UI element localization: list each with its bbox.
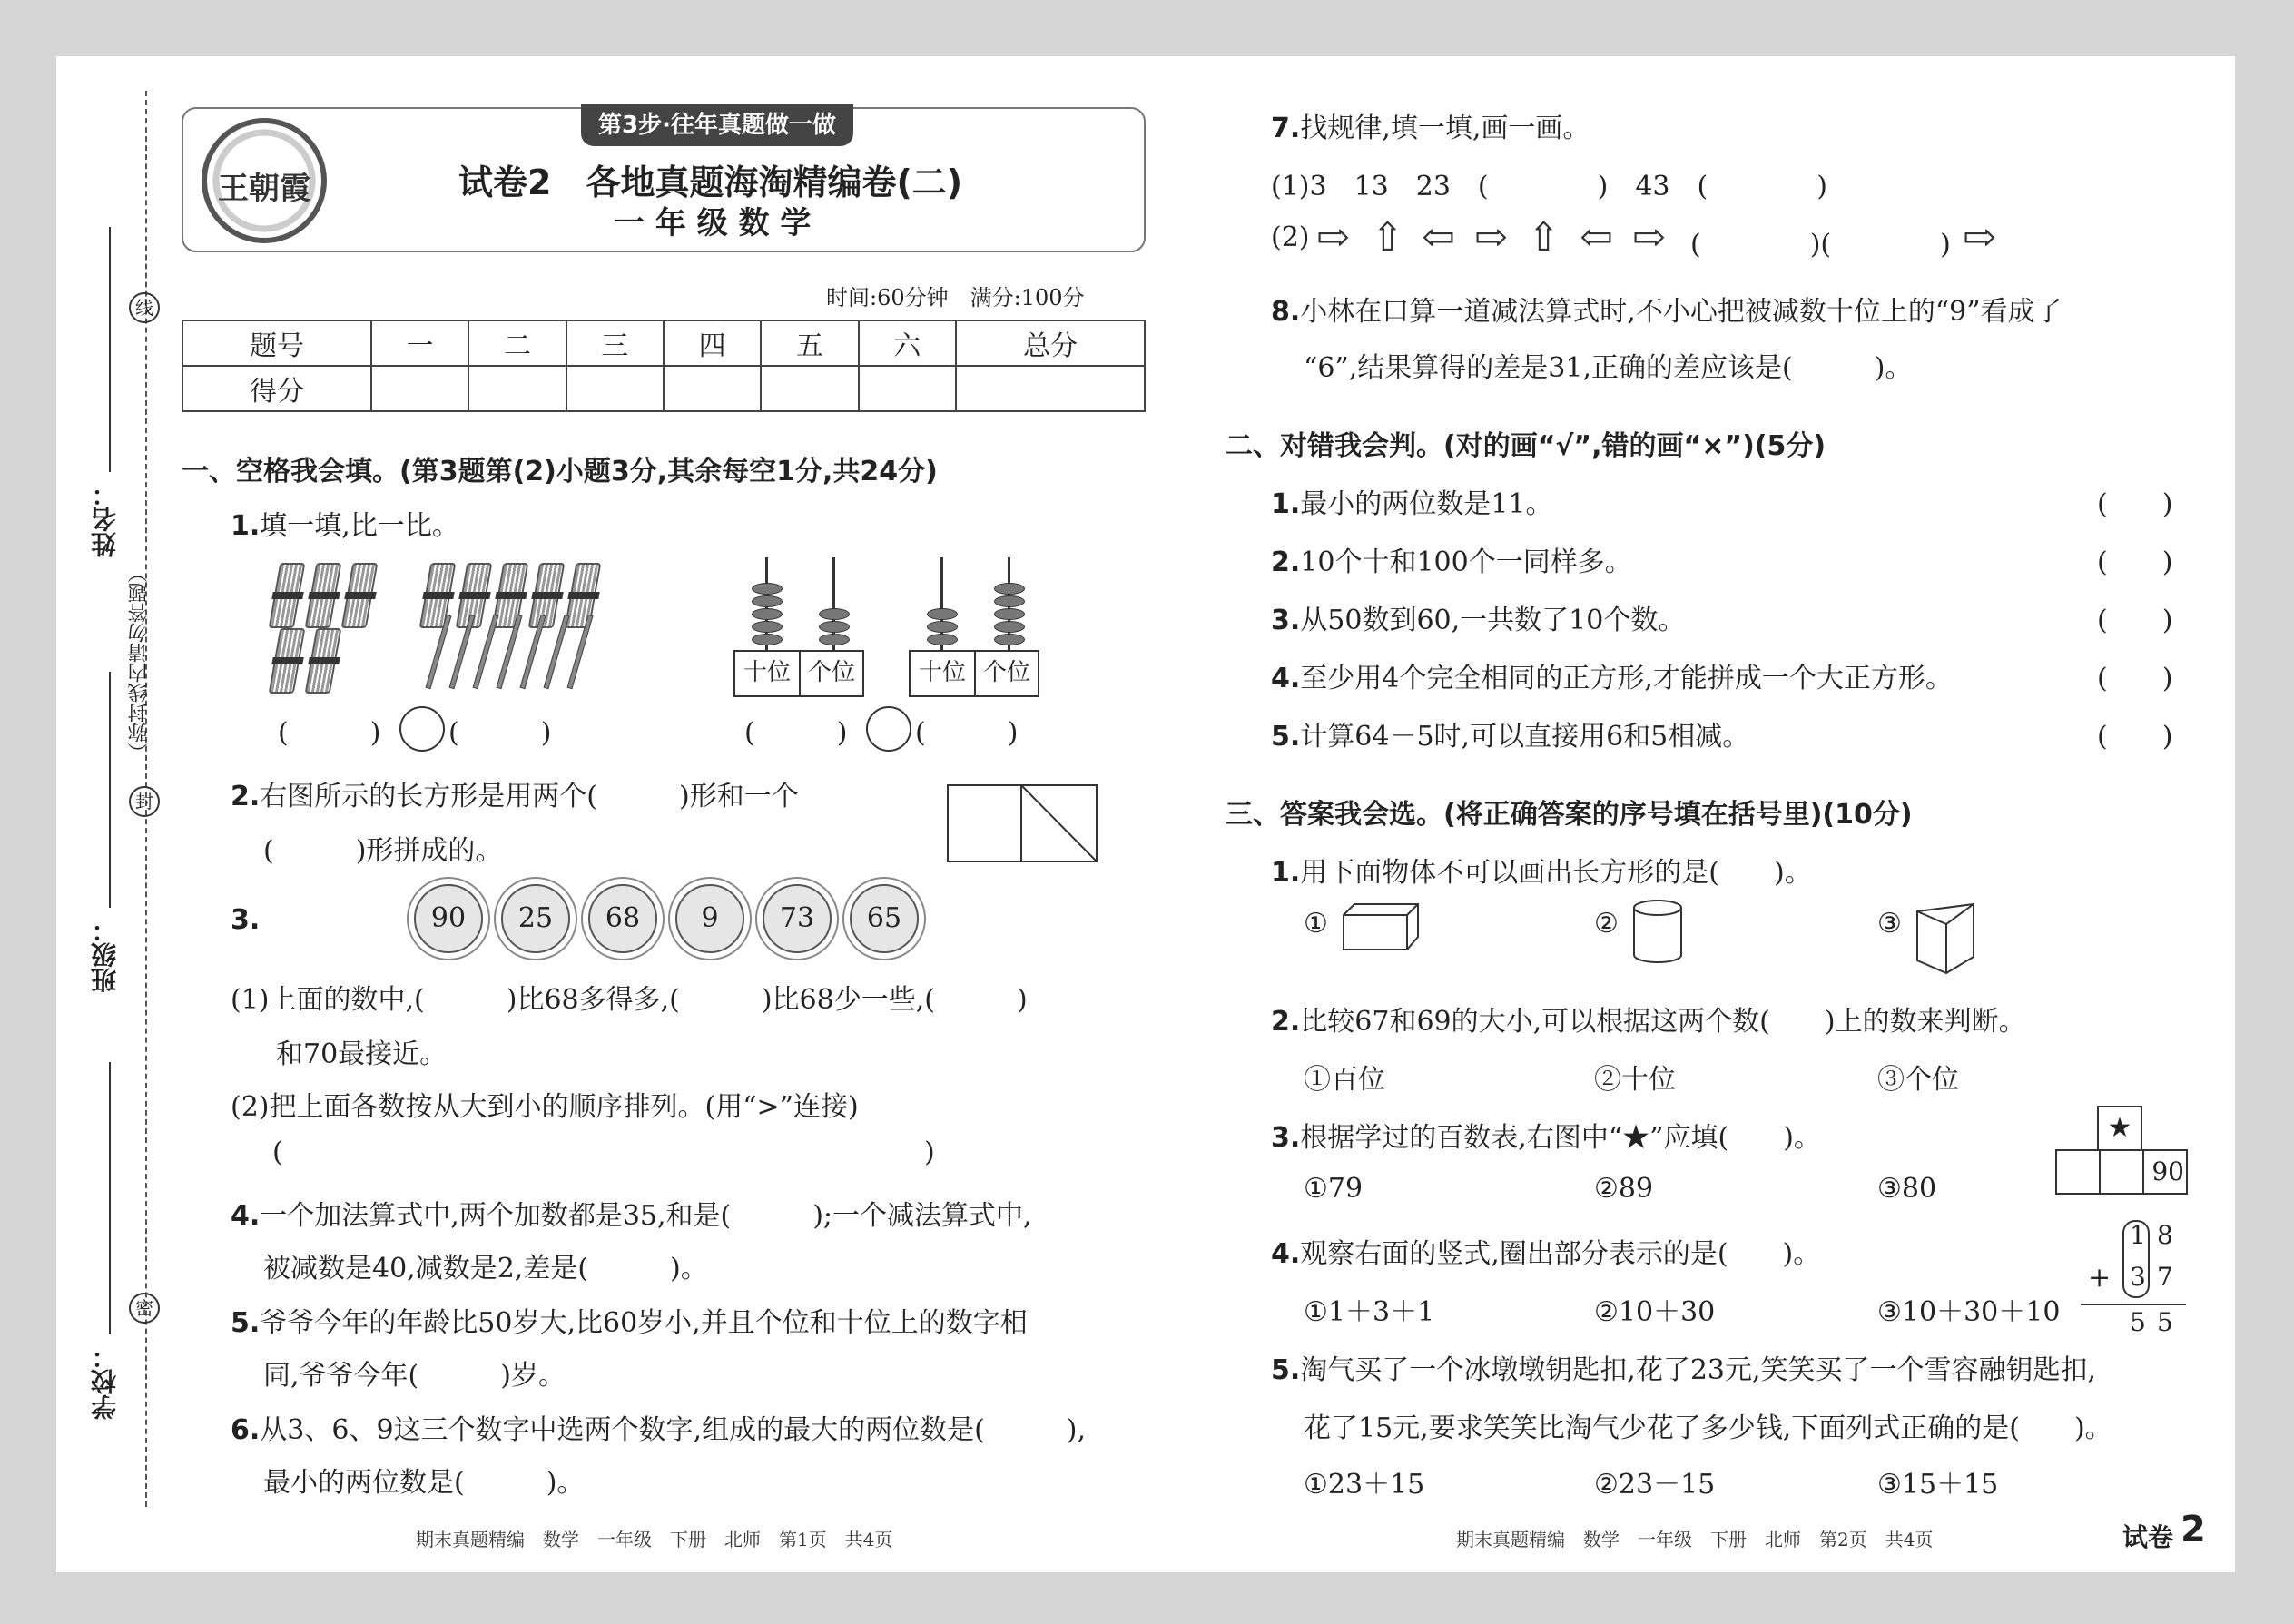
- judge-text: 至少用4个完全相同的正方形,才能拼成一个大正方形。: [1300, 663, 1953, 694]
- footer-left: 期末真题精编 数学 一年级 下册 北师 第1页 共4页: [416, 1529, 893, 1550]
- q1-7-line: [1271, 105, 1590, 145]
- arrow-left-icon: ⇦: [1580, 214, 1613, 261]
- q1-5-line2: 同,爷爷今年( )岁。: [263, 1360, 566, 1392]
- compare-circle[interactable]: [399, 706, 445, 752]
- choice-q2: [1271, 999, 2026, 1038]
- q1-6-line1: [231, 1407, 1086, 1447]
- q1-7-number: 7.: [1271, 113, 1301, 144]
- arrow-right-icon: ⇨: [1963, 214, 1996, 261]
- abacus-tens-label: 十位: [918, 659, 966, 686]
- score-cell[interactable]: [956, 366, 1145, 411]
- paper-badge-label: 试卷: [2122, 1522, 2174, 1552]
- option-2[interactable]: ②10＋30: [1594, 1296, 1716, 1328]
- score-header-cell: 六: [859, 320, 956, 366]
- abacus-bead-icon: [927, 634, 958, 645]
- choice-q5-line2: 花了15元,要求笑笑比淘气少花了多少钱,下面列式正确的是( )。: [1304, 1412, 2112, 1444]
- abacus-bead-icon: [994, 634, 1025, 645]
- grid-cell: [2055, 1149, 2101, 1195]
- vertical-digit: 5: [2157, 1307, 2173, 1337]
- score-row-label: 得分: [182, 366, 371, 411]
- q1-5-line1: [231, 1300, 1028, 1340]
- option-2[interactable]: ②89: [1594, 1173, 1654, 1205]
- choice-number: 2.: [1271, 1006, 1301, 1038]
- q1-2-line1: [231, 773, 799, 813]
- q1-5-number: 5.: [231, 1307, 261, 1339]
- option-2[interactable]: ②23－15: [1594, 1469, 1716, 1501]
- abacus-bead-icon: [819, 634, 850, 645]
- option-3[interactable]: ③个位: [1877, 1064, 1959, 1096]
- option-1[interactable]: ①1＋3＋1: [1304, 1296, 1435, 1328]
- score-cell[interactable]: [664, 366, 761, 411]
- judge-text: 计算64－5时,可以直接用6和5相减。: [1300, 721, 1750, 753]
- class-label: 班级：: [90, 917, 120, 993]
- q1-1-text: 填一填,比一比。: [260, 510, 459, 542]
- judge-answer[interactable]: ( ): [2097, 721, 2173, 753]
- abacus-bead-icon: [752, 621, 783, 633]
- section2-heading: 二、对错我会判。(对的画“√”,错的画“×”)(5分): [1226, 430, 1826, 462]
- judge-item: [1271, 714, 1749, 753]
- q1-1-blank[interactable]: ( ): [744, 717, 848, 749]
- choice-text: 根据学过的百数表,右图中“★”应填( )。: [1300, 1122, 1821, 1154]
- judge-answer[interactable]: ( ): [2097, 488, 2173, 520]
- vertical-plus: +: [2088, 1262, 2112, 1294]
- abacus-bead-icon: [994, 595, 1025, 607]
- section1-heading: 一、空格我会填。(第3题第(2)小题3分,其余每空1分,共24分): [182, 456, 938, 487]
- grid-value-cell: 90: [2142, 1149, 2188, 1195]
- grid-cell: [2099, 1149, 2144, 1195]
- triangular-prism-icon: [1915, 902, 1975, 975]
- page-subtitle: 一 年 级 数 学: [614, 205, 812, 241]
- arrow-right-icon: ⇨: [1316, 214, 1350, 261]
- score-header-cell: 一: [371, 320, 468, 366]
- score-cell[interactable]: [468, 366, 566, 411]
- option-3[interactable]: ③10＋30＋10: [1877, 1296, 2061, 1328]
- abacus-bead-icon: [994, 621, 1025, 633]
- abacus-bead-icon: [994, 583, 1025, 595]
- rectangle-figure: [947, 784, 1098, 862]
- option-1[interactable]: ①23＋15: [1304, 1469, 1425, 1501]
- score-header-cell: 四: [664, 320, 761, 366]
- name-label: 姓名：: [90, 481, 120, 557]
- arrow-left-icon: ⇦: [1422, 214, 1455, 261]
- exam-info: 时间:60分钟 满分:100分: [826, 285, 1085, 310]
- cylinder-icon: [1632, 899, 1683, 964]
- q1-1-blank[interactable]: ( ): [278, 717, 381, 749]
- vertical-digit: 1: [2130, 1220, 2146, 1250]
- score-cell[interactable]: [566, 366, 664, 411]
- compare-circle[interactable]: [866, 706, 911, 752]
- q1-7-part1: (1)3 13 23 ( ) 43 ( ): [1271, 171, 1827, 202]
- page-title: 试卷2 各地真题海淘精编卷(二): [458, 162, 963, 202]
- flower-number: 68: [588, 884, 657, 953]
- option-1[interactable]: ①79: [1304, 1173, 1364, 1205]
- binding-mark-tight: 密: [129, 1293, 160, 1324]
- choice-number: 4.: [1271, 1238, 1301, 1270]
- choice-text: 比较67和69的大小,可以根据这两个数( )上的数来判断。: [1300, 1006, 2026, 1038]
- judge-number: 3.: [1271, 605, 1301, 636]
- judge-item: [1271, 539, 1632, 579]
- q1-6-line2: 最小的两位数是( )。: [263, 1467, 585, 1499]
- judge-item: [1271, 481, 1552, 521]
- abacus-bead-icon: [752, 608, 783, 620]
- q1-4-line1: [231, 1193, 1032, 1233]
- abacus-base: [909, 650, 1039, 697]
- q1-8-line2: “6”,结果算得的差是31,正确的差应该是( )。: [1304, 352, 1913, 384]
- q1-1-blank[interactable]: ( ): [915, 717, 1019, 749]
- q1-3-number: 3.: [231, 904, 261, 936]
- q1-4-line2: 被减数是40,减数是2,差是( )。: [263, 1253, 708, 1284]
- judge-item: [1271, 597, 1685, 637]
- abacus-bead-icon: [819, 621, 850, 633]
- school-label: 学校：: [90, 1343, 120, 1420]
- score-cell[interactable]: [761, 366, 858, 411]
- paper-badge-number: 2: [2181, 1509, 2206, 1550]
- q1-7-text: 找规律,填一填,画一画。: [1300, 113, 1590, 144]
- option-3[interactable]: ③15＋15: [1877, 1469, 1999, 1501]
- score-table: [182, 320, 1146, 412]
- flower-number: 9: [675, 884, 744, 953]
- flower-number: 90: [414, 884, 483, 953]
- q1-3-answer-open[interactable]: (: [272, 1137, 283, 1168]
- abacus-tens-label: 十位: [743, 659, 791, 686]
- section3-heading: 三、答案我会选。(将正确答案的序号填在括号里)(10分): [1226, 799, 1913, 831]
- q1-3-answer-close[interactable]: ): [924, 1137, 935, 1168]
- vertical-digit: 3: [2130, 1262, 2146, 1292]
- circled-tens-column: [2122, 1220, 2150, 1298]
- flower-number: 25: [501, 884, 570, 953]
- q1-8-line1: [1271, 289, 2063, 329]
- choice-text: 淘气买了一个冰墩墩钥匙扣,花了23元,笑笑买了一个雪容融钥匙扣,: [1300, 1354, 2097, 1386]
- q1-2-line2: ( )形拼成的。: [263, 835, 503, 867]
- option-3[interactable]: ③80: [1877, 1173, 1937, 1205]
- abacus-bead-icon: [927, 621, 958, 633]
- option-1[interactable]: ①百位: [1304, 1064, 1385, 1096]
- binding-mark-line: 线: [129, 292, 160, 323]
- abacus-base: [733, 650, 864, 697]
- q1-5-text: 爷爷今年的年龄比50岁大,比60岁小,并且个位和十位上的数字相: [260, 1307, 1028, 1339]
- vertical-digit: 8: [2157, 1220, 2173, 1250]
- score-cell[interactable]: [859, 366, 956, 411]
- abacus-bead-icon: [927, 608, 958, 620]
- q1-2-text: 右图所示的长方形是用两个( )形和一个: [260, 781, 799, 812]
- q1-6-number: 6.: [231, 1414, 261, 1446]
- arrow-up-icon: ⇧: [1371, 214, 1404, 261]
- flower-number: 65: [850, 884, 919, 953]
- judge-number: 2.: [1271, 546, 1301, 578]
- judge-number: 5.: [1271, 721, 1301, 753]
- q1-6-text: 从3、6、9这三个数字中选两个数字,组成的最大的两位数是( ),: [260, 1414, 1087, 1446]
- q1-8-text: 小林在口算一道减法算式时,不小心把被减数十位上的“9”看成了: [1300, 296, 2063, 328]
- q1-3-part1-line1: (1)上面的数中,( )比68多得多,( )比68少一些,( ): [231, 984, 1028, 1016]
- arrow-right-icon: ⇨: [1632, 214, 1666, 261]
- vertical-sum-line: [2081, 1304, 2186, 1305]
- judge-answer[interactable]: ( ): [2097, 605, 2173, 636]
- option-3[interactable]: ③: [1877, 908, 1902, 940]
- binding-mark-seal: 封: [129, 786, 160, 817]
- score-header-cell: 总分: [956, 320, 1145, 366]
- choice-q3: [1271, 1115, 1821, 1155]
- school-field[interactable]: [109, 1062, 111, 1334]
- judge-text: 最小的两位数是11。: [1300, 488, 1553, 520]
- choice-number: 3.: [1271, 1122, 1301, 1154]
- option-2[interactable]: ②: [1594, 908, 1619, 940]
- q1-1: [231, 503, 459, 543]
- arrow-right-icon: ⇨: [1474, 214, 1508, 261]
- step-tab: 第3步·往年真题做一做: [581, 104, 853, 146]
- q1-3-part2-line1: (2)把上面各数按从大到小的顺序排列。(用“>”连接): [231, 1091, 859, 1123]
- q1-4-text: 一个加法算式中,两个加数都是35,和是( );一个减法算式中,: [260, 1200, 1032, 1232]
- judge-number: 4.: [1271, 663, 1301, 694]
- judge-item: [1271, 655, 1953, 695]
- abacus-bead-icon: [752, 595, 783, 607]
- choice-number: 1.: [1271, 857, 1301, 889]
- choice-q1: [1271, 850, 1812, 890]
- choice-text: 用下面物体不可以画出长方形的是( )。: [1300, 857, 1812, 889]
- score-header-cell: 三: [566, 320, 664, 366]
- choice-q4: [1271, 1231, 1820, 1271]
- judge-text: 10个十和100个一同样多。: [1300, 546, 1632, 578]
- judge-answer[interactable]: ( ): [2097, 663, 2173, 694]
- q1-3-part1-line2: 和70最接近。: [276, 1038, 448, 1070]
- score-header-cell: 题号: [182, 320, 371, 366]
- flower-number: 73: [763, 884, 832, 953]
- judge-number: 1.: [1271, 488, 1301, 520]
- q1-7-part2-label: (2): [1271, 221, 1310, 253]
- binding-notice: （弥封线内请勿答题）: [128, 563, 151, 763]
- vertical-digit: 5: [2130, 1307, 2146, 1337]
- judge-text: 从50数到60,一共数了10个数。: [1300, 605, 1686, 636]
- option-2[interactable]: ②十位: [1594, 1064, 1676, 1096]
- choice-q5-line1: [1271, 1347, 2096, 1387]
- grid-star-cell: ★: [2097, 1106, 2142, 1151]
- score-header-cell: 五: [761, 320, 858, 366]
- judge-answer[interactable]: ( ): [2097, 546, 2173, 578]
- footer-right: 期末真题精编 数学 一年级 下册 北师 第2页 共4页: [1456, 1529, 1934, 1550]
- q1-1-number: 1.: [231, 510, 261, 542]
- q1-1-blank[interactable]: ( ): [448, 717, 552, 749]
- cuboid-icon: [1342, 902, 1420, 951]
- abacus-bead-icon: [752, 634, 783, 645]
- arrow-up-icon: ⇧: [1527, 214, 1561, 261]
- class-field[interactable]: [109, 672, 111, 908]
- abacus-bead-icon: [994, 608, 1025, 620]
- abacus-ones-label: 个位: [974, 652, 1038, 695]
- abacus-ones-label: 个位: [799, 652, 862, 695]
- option-1[interactable]: ①: [1304, 908, 1328, 940]
- choice-number: 5.: [1271, 1354, 1301, 1386]
- q1-2-number: 2.: [231, 781, 261, 812]
- abacus-bead-icon: [752, 583, 783, 595]
- choice-text: 观察右面的竖式,圈出部分表示的是( )。: [1300, 1238, 1821, 1270]
- score-cell[interactable]: [371, 366, 468, 411]
- logo-text: 王朝霞: [218, 171, 310, 207]
- name-field[interactable]: [109, 227, 111, 472]
- q1-7-blanks[interactable]: ( )( ): [1690, 229, 1951, 261]
- vertical-digit: 7: [2157, 1262, 2173, 1292]
- q1-8-number: 8.: [1271, 296, 1301, 328]
- q1-4-number: 4.: [231, 1200, 261, 1232]
- abacus-bead-icon: [819, 608, 850, 620]
- score-header-cell: 二: [468, 320, 566, 366]
